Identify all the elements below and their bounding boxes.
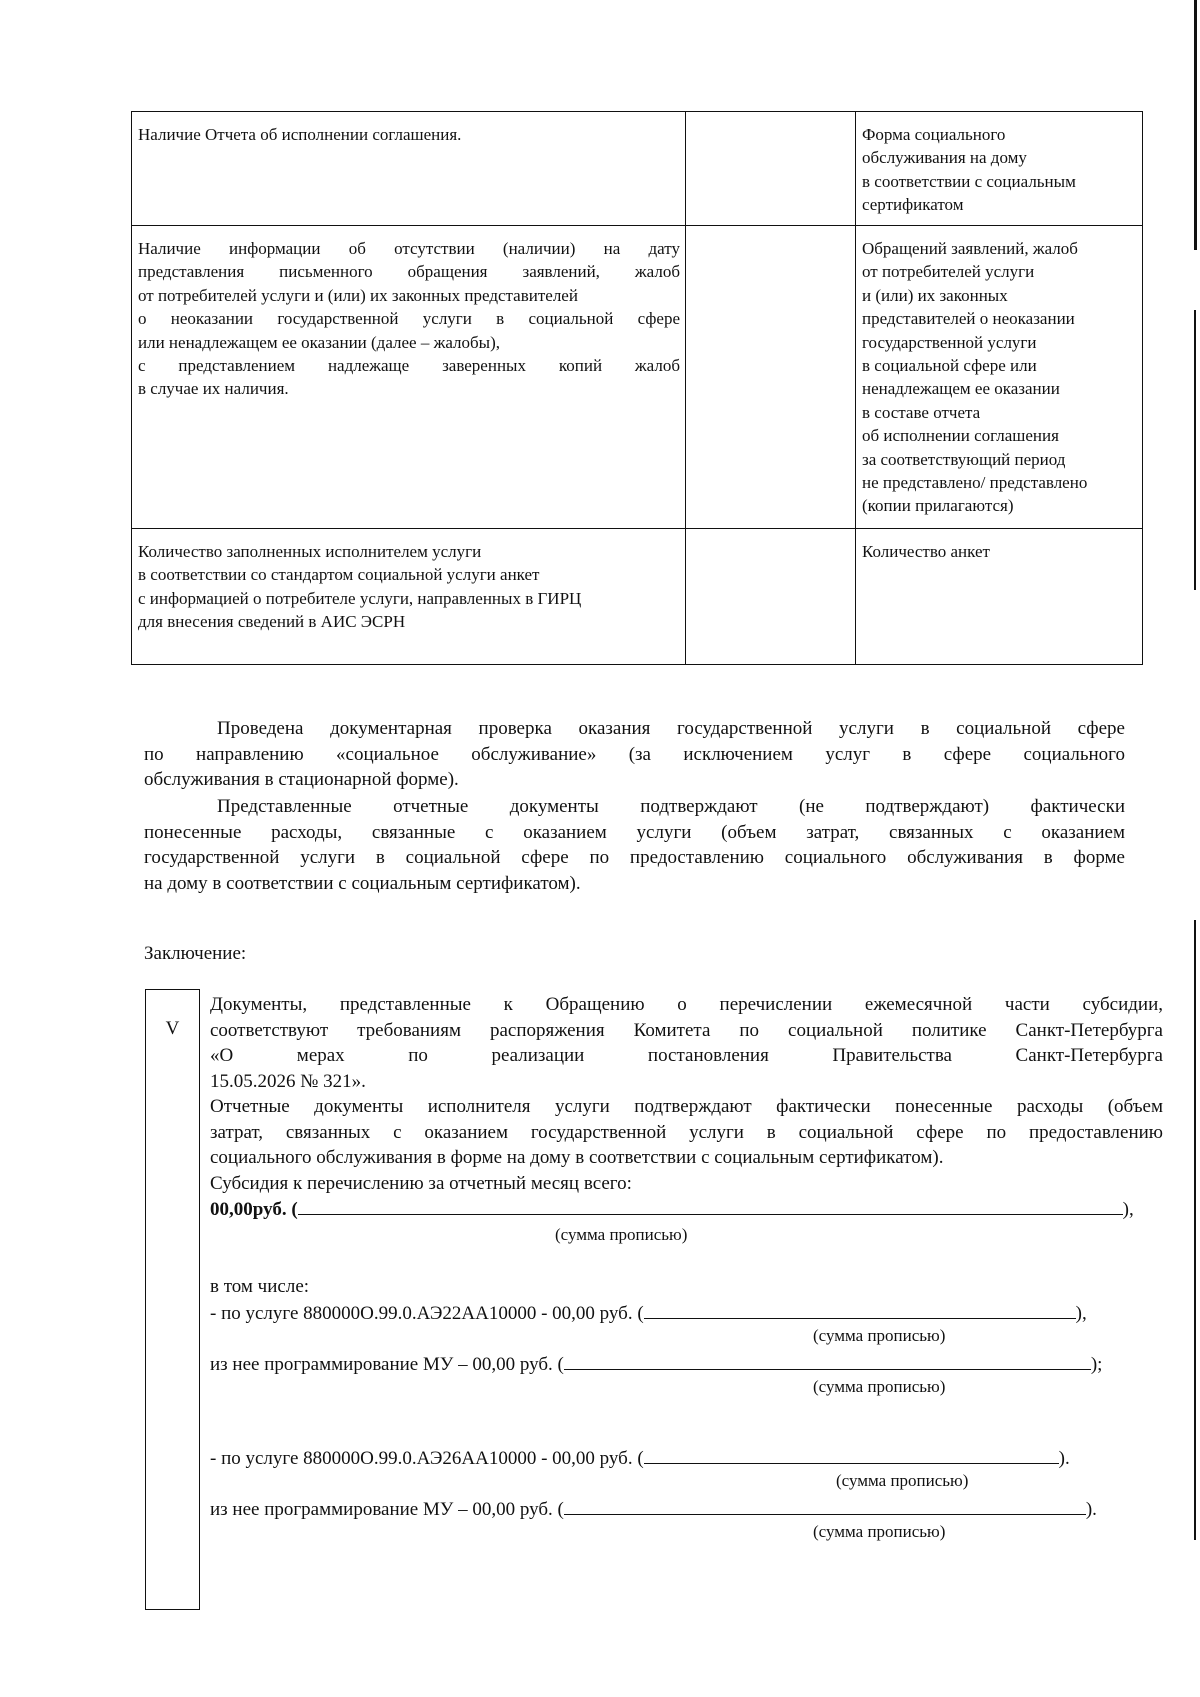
paragraph-line: по направлению «социальное обслуживание» (за исключением услуг в сфере социального bbox=[144, 743, 1125, 765]
conclusion-text bbox=[210, 992, 1163, 1196]
table-cell-form bbox=[862, 540, 1134, 563]
line-end: ). bbox=[1058, 1448, 1070, 1469]
cell-line: от потребителей услуги и (или) их законных представителей bbox=[138, 285, 578, 305]
subsidy-label: Субсидия к перечислению за отчетный месяц всего: bbox=[210, 1172, 632, 1194]
cell-line: в соответствии с социальным bbox=[862, 171, 1076, 191]
paragraph-line: Проведена документарная проверка оказания государственной услуги в социальной сфере bbox=[217, 718, 1125, 739]
checkbox-frame bbox=[145, 989, 200, 1610]
cell-line: Обращений заявлений, жалоб bbox=[862, 239, 1078, 258]
table-divider bbox=[855, 112, 856, 664]
conclusion-line: затрат, связанных с оказанием государственной услуги в социальной сфере по предоставлению bbox=[210, 1121, 1163, 1143]
cell-line: Форма социального bbox=[862, 125, 1006, 144]
conclusion-line: «О мерах по реализации постановления Правительства Санкт-Петербурга bbox=[210, 1045, 1163, 1066]
cell-line: об исполнении соглашения bbox=[862, 426, 1059, 446]
paragraph-line: Представленные отчетные документы подтверждают (не подтверждают) фактически bbox=[217, 796, 1125, 817]
table-cell-form bbox=[862, 237, 1142, 518]
amount-caption: (сумма прописью) bbox=[813, 1522, 946, 1541]
cell-line: не представлено/ представлено bbox=[862, 473, 1088, 493]
service1-text: - по услуге 880000О.99.0.АЭ22АА10000 - 00,00 руб. ( bbox=[210, 1303, 644, 1324]
table-cell-form bbox=[862, 123, 1134, 217]
scan-edge bbox=[1194, 310, 1196, 590]
scan-edge bbox=[1194, 920, 1196, 1540]
cell-line: Наличие Отчета об исполнении соглашения. bbox=[138, 125, 462, 144]
amount-in-words-blank bbox=[564, 1496, 1086, 1515]
paragraph-line: на дому в соответствии с социальным сертификатом). bbox=[144, 872, 581, 894]
cell-line: представителей о неоказании bbox=[862, 309, 1075, 329]
amount-in-words-blank bbox=[644, 1445, 1059, 1464]
cell-line: в социальной сфере или bbox=[862, 356, 1037, 376]
scan-edge bbox=[1194, 0, 1197, 250]
including-label: в том числе: bbox=[210, 1276, 310, 1297]
cell-line: в соответствии со стандартом социальной услуги анкет bbox=[138, 565, 540, 585]
cell-line: Количество анкет bbox=[862, 542, 990, 561]
conclusion-line: 15.05.2026 № 321». bbox=[210, 1070, 366, 1092]
table-cell-criterion bbox=[138, 540, 683, 634]
cell-line: сертификатом bbox=[862, 195, 964, 215]
conclusion-heading: Заключение: bbox=[144, 943, 247, 964]
check-mark: V bbox=[165, 1018, 180, 1039]
cell-line: Наличие информации об отсутствии (наличии) на дату bbox=[138, 239, 680, 258]
line-end: ); bbox=[1090, 1354, 1103, 1375]
cell-line: в случае их наличия. bbox=[138, 379, 289, 399]
conclusion-line: соответствуют требованиям распоряжения Комитета по социальной политике Санкт-Петербурга bbox=[210, 1019, 1163, 1041]
conclusion-line: Документы, представленные к Обращению о перечислении ежемесячной части субсидии, bbox=[210, 994, 1163, 1015]
cell-line: обслуживания на дому bbox=[862, 148, 1027, 168]
prog1-line bbox=[210, 1351, 1102, 1376]
amount-caption: (сумма прописью) bbox=[813, 1377, 946, 1396]
table-row-divider bbox=[132, 528, 1142, 529]
service1-line bbox=[210, 1300, 1087, 1325]
amount-caption: (сумма прописью) bbox=[813, 1326, 946, 1345]
service2-text: - по услуге 880000О.99.0.АЭ26АА10000 - 00,00 руб. ( bbox=[210, 1448, 644, 1469]
cell-line: о неоказании государственной услуги в социальной сфере bbox=[138, 309, 680, 329]
cell-line: государственной услуги bbox=[862, 332, 1037, 352]
amount-in-words-blank bbox=[644, 1300, 1076, 1319]
amount-in-words-blank bbox=[564, 1351, 1091, 1370]
cell-line: от потребителей услуги bbox=[862, 262, 1035, 282]
prog2-text: из нее программирование МУ – 00,00 руб. ( bbox=[210, 1499, 564, 1520]
conclusion-line: социального обслуживания в форме на дому в соответствии с социальным сертификатом). bbox=[210, 1147, 944, 1168]
verification-paragraph bbox=[144, 716, 1125, 793]
cell-line: представления письменного обращения заявлений, жалоб bbox=[138, 262, 680, 282]
cell-line: для внесения сведений в АИС ЭСРН bbox=[138, 612, 406, 632]
amount-caption: (сумма прописью) bbox=[836, 1471, 969, 1490]
total-line bbox=[210, 1196, 1134, 1221]
table-cell-criterion bbox=[138, 237, 680, 401]
amount-in-words-blank bbox=[298, 1196, 1123, 1215]
cell-line: Количество заполненных исполнителем услуги bbox=[138, 542, 482, 561]
table-row-divider bbox=[132, 225, 1142, 226]
paragraph-line: обслуживания в стационарной форме). bbox=[144, 769, 459, 790]
line-end: ), bbox=[1075, 1303, 1087, 1324]
amount-caption: (сумма прописью) bbox=[555, 1225, 688, 1244]
paragraph-line: государственной услуги в социальной сфере по предоставлению социального обслуживания в форме bbox=[144, 847, 1125, 868]
prog1-text: из нее программирование МУ – 00,00 руб. ( bbox=[210, 1354, 564, 1375]
cell-line: и (или) их законных bbox=[862, 285, 1008, 305]
cell-line: с информацией о потребителе услуги, направленных в ГИРЦ bbox=[138, 588, 582, 608]
prog2-line bbox=[210, 1496, 1097, 1521]
cell-line: за соответствующий период bbox=[862, 449, 1066, 469]
conclusion-line: Отчетные документы исполнителя услуги подтверждают фактически понесенные расходы (объем bbox=[210, 1096, 1163, 1117]
cell-line: с представлением надлежаще заверенных копий жалоб bbox=[138, 356, 680, 376]
cell-line: в составе отчета bbox=[862, 402, 981, 422]
total-amount: 00,00руб. ( bbox=[210, 1199, 298, 1220]
table-cell-criterion bbox=[138, 123, 678, 146]
cell-line: ненадлежащем ее оказании bbox=[862, 379, 1060, 399]
cell-line: или ненадлежащем ее оказании (далее – жалобы), bbox=[138, 332, 501, 352]
line-end: ). bbox=[1085, 1499, 1097, 1520]
service2-line bbox=[210, 1445, 1070, 1470]
cell-line: (копии прилагаются) bbox=[862, 496, 1014, 516]
expenses-paragraph bbox=[144, 794, 1125, 896]
paragraph-line: понесенные расходы, связанные с оказанием услуги (объем затрат, связанных с оказанием bbox=[144, 821, 1125, 843]
table-divider bbox=[685, 112, 686, 664]
line-end: ), bbox=[1122, 1199, 1134, 1220]
